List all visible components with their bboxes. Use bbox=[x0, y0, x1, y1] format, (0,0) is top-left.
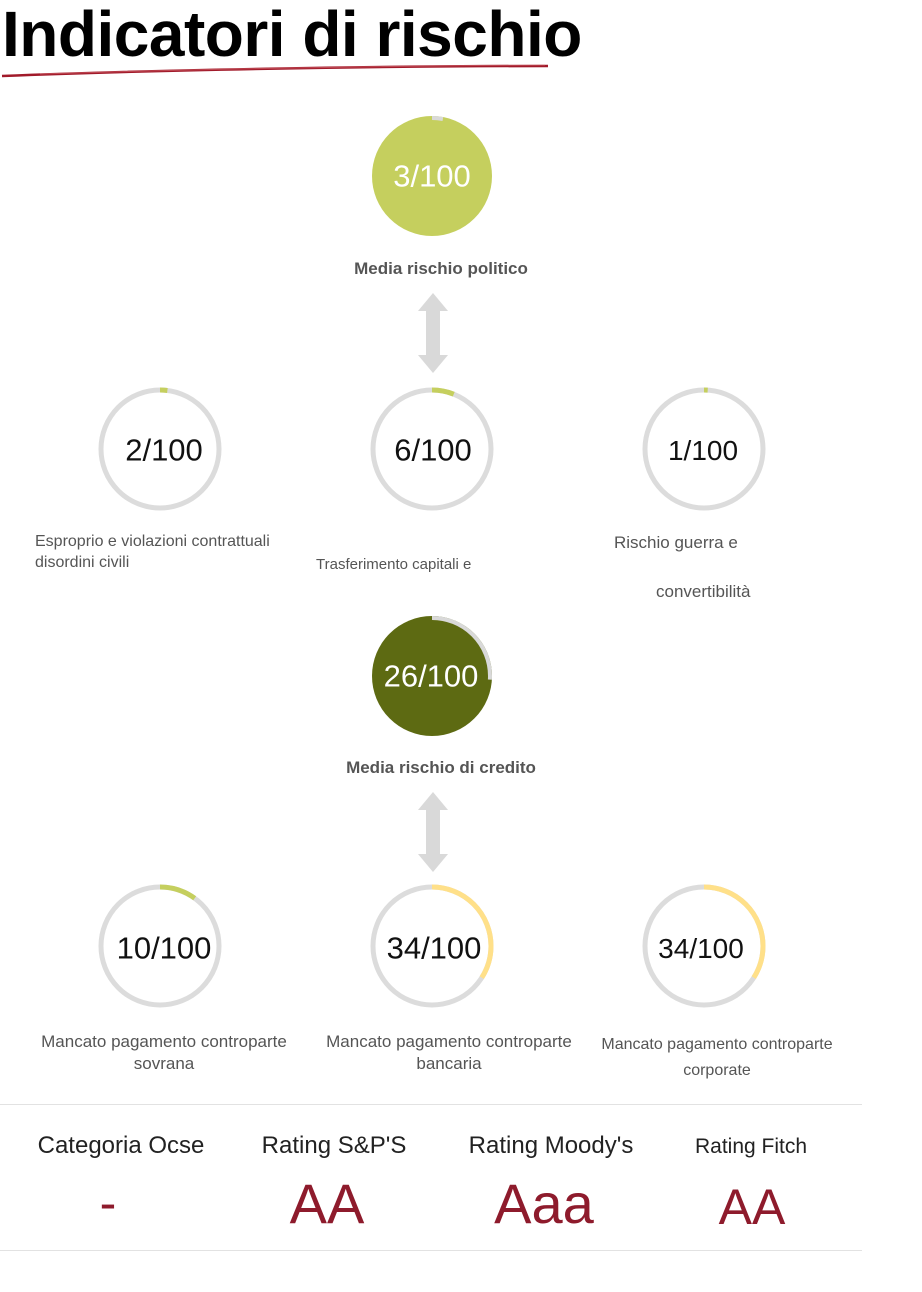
moodys-rating-label: Rating Moody's bbox=[468, 1132, 634, 1159]
sovereign-default-score: 10/100 bbox=[116, 930, 212, 966]
bank-default-label-line2: bancaria bbox=[416, 1054, 482, 1074]
fitch-rating-label: Rating Fitch bbox=[694, 1135, 808, 1158]
credit-average-score: 26/100 bbox=[383, 658, 479, 694]
oecd-category-value: - bbox=[99, 1175, 117, 1231]
corporate-default-score: 34/100 bbox=[658, 933, 744, 964]
corporate-default-label-line2: corporate bbox=[683, 1062, 751, 1080]
double-arrow-icon bbox=[414, 293, 452, 373]
capital-transfer-risk-score: 6/100 bbox=[394, 432, 472, 468]
political-average-score: 3/100 bbox=[393, 158, 471, 194]
sp-rating-value: AA bbox=[289, 1172, 365, 1235]
sp-rating-label: Rating S&P'S bbox=[261, 1132, 407, 1159]
oecd-category-label: Categoria Ocse bbox=[37, 1132, 205, 1159]
expropriation-risk-label bbox=[35, 532, 270, 574]
ratings-top-divider bbox=[0, 1104, 862, 1105]
sovereign-default-label bbox=[41, 1031, 287, 1075]
war-risk-label-line1: Rischio guerra e bbox=[614, 533, 738, 552]
sovereign-default-label-line1: Mancato pagamento controparte bbox=[41, 1032, 287, 1051]
double-arrow-icon bbox=[414, 792, 452, 872]
war-risk-label-line2: convertibilità bbox=[656, 582, 751, 601]
credit-average-label: Media rischio di credito bbox=[346, 758, 536, 777]
expropriation-risk-score: 2/100 bbox=[125, 432, 203, 468]
bank-default-label-line1: Mancato pagamento controparte bbox=[326, 1032, 572, 1051]
ratings-bottom-divider bbox=[0, 1250, 862, 1251]
expropriation-risk-label-line1: Esproprio e violazioni contrattuali bbox=[35, 533, 270, 550]
capital-transfer-risk-label: Trasferimento capitali e bbox=[316, 556, 472, 573]
political-average-label: Media rischio politico bbox=[354, 259, 528, 278]
fitch-rating-value: AA bbox=[718, 1179, 786, 1235]
page-title: Indicatori di rischio bbox=[2, 0, 582, 70]
war-risk-score: 1/100 bbox=[667, 435, 739, 466]
corporate-default-label bbox=[601, 1032, 832, 1085]
expropriation-risk-label-line2: disordini civili bbox=[35, 553, 130, 571]
bank-default-score: 34/100 bbox=[386, 930, 482, 966]
title-underline bbox=[0, 58, 560, 82]
sovereign-default-label-line2: sovrana bbox=[133, 1054, 195, 1074]
bank-default-label bbox=[326, 1031, 572, 1075]
corporate-default-label-line1: Mancato pagamento controparte bbox=[601, 1036, 833, 1053]
moodys-rating-value: Aaa bbox=[494, 1172, 594, 1235]
